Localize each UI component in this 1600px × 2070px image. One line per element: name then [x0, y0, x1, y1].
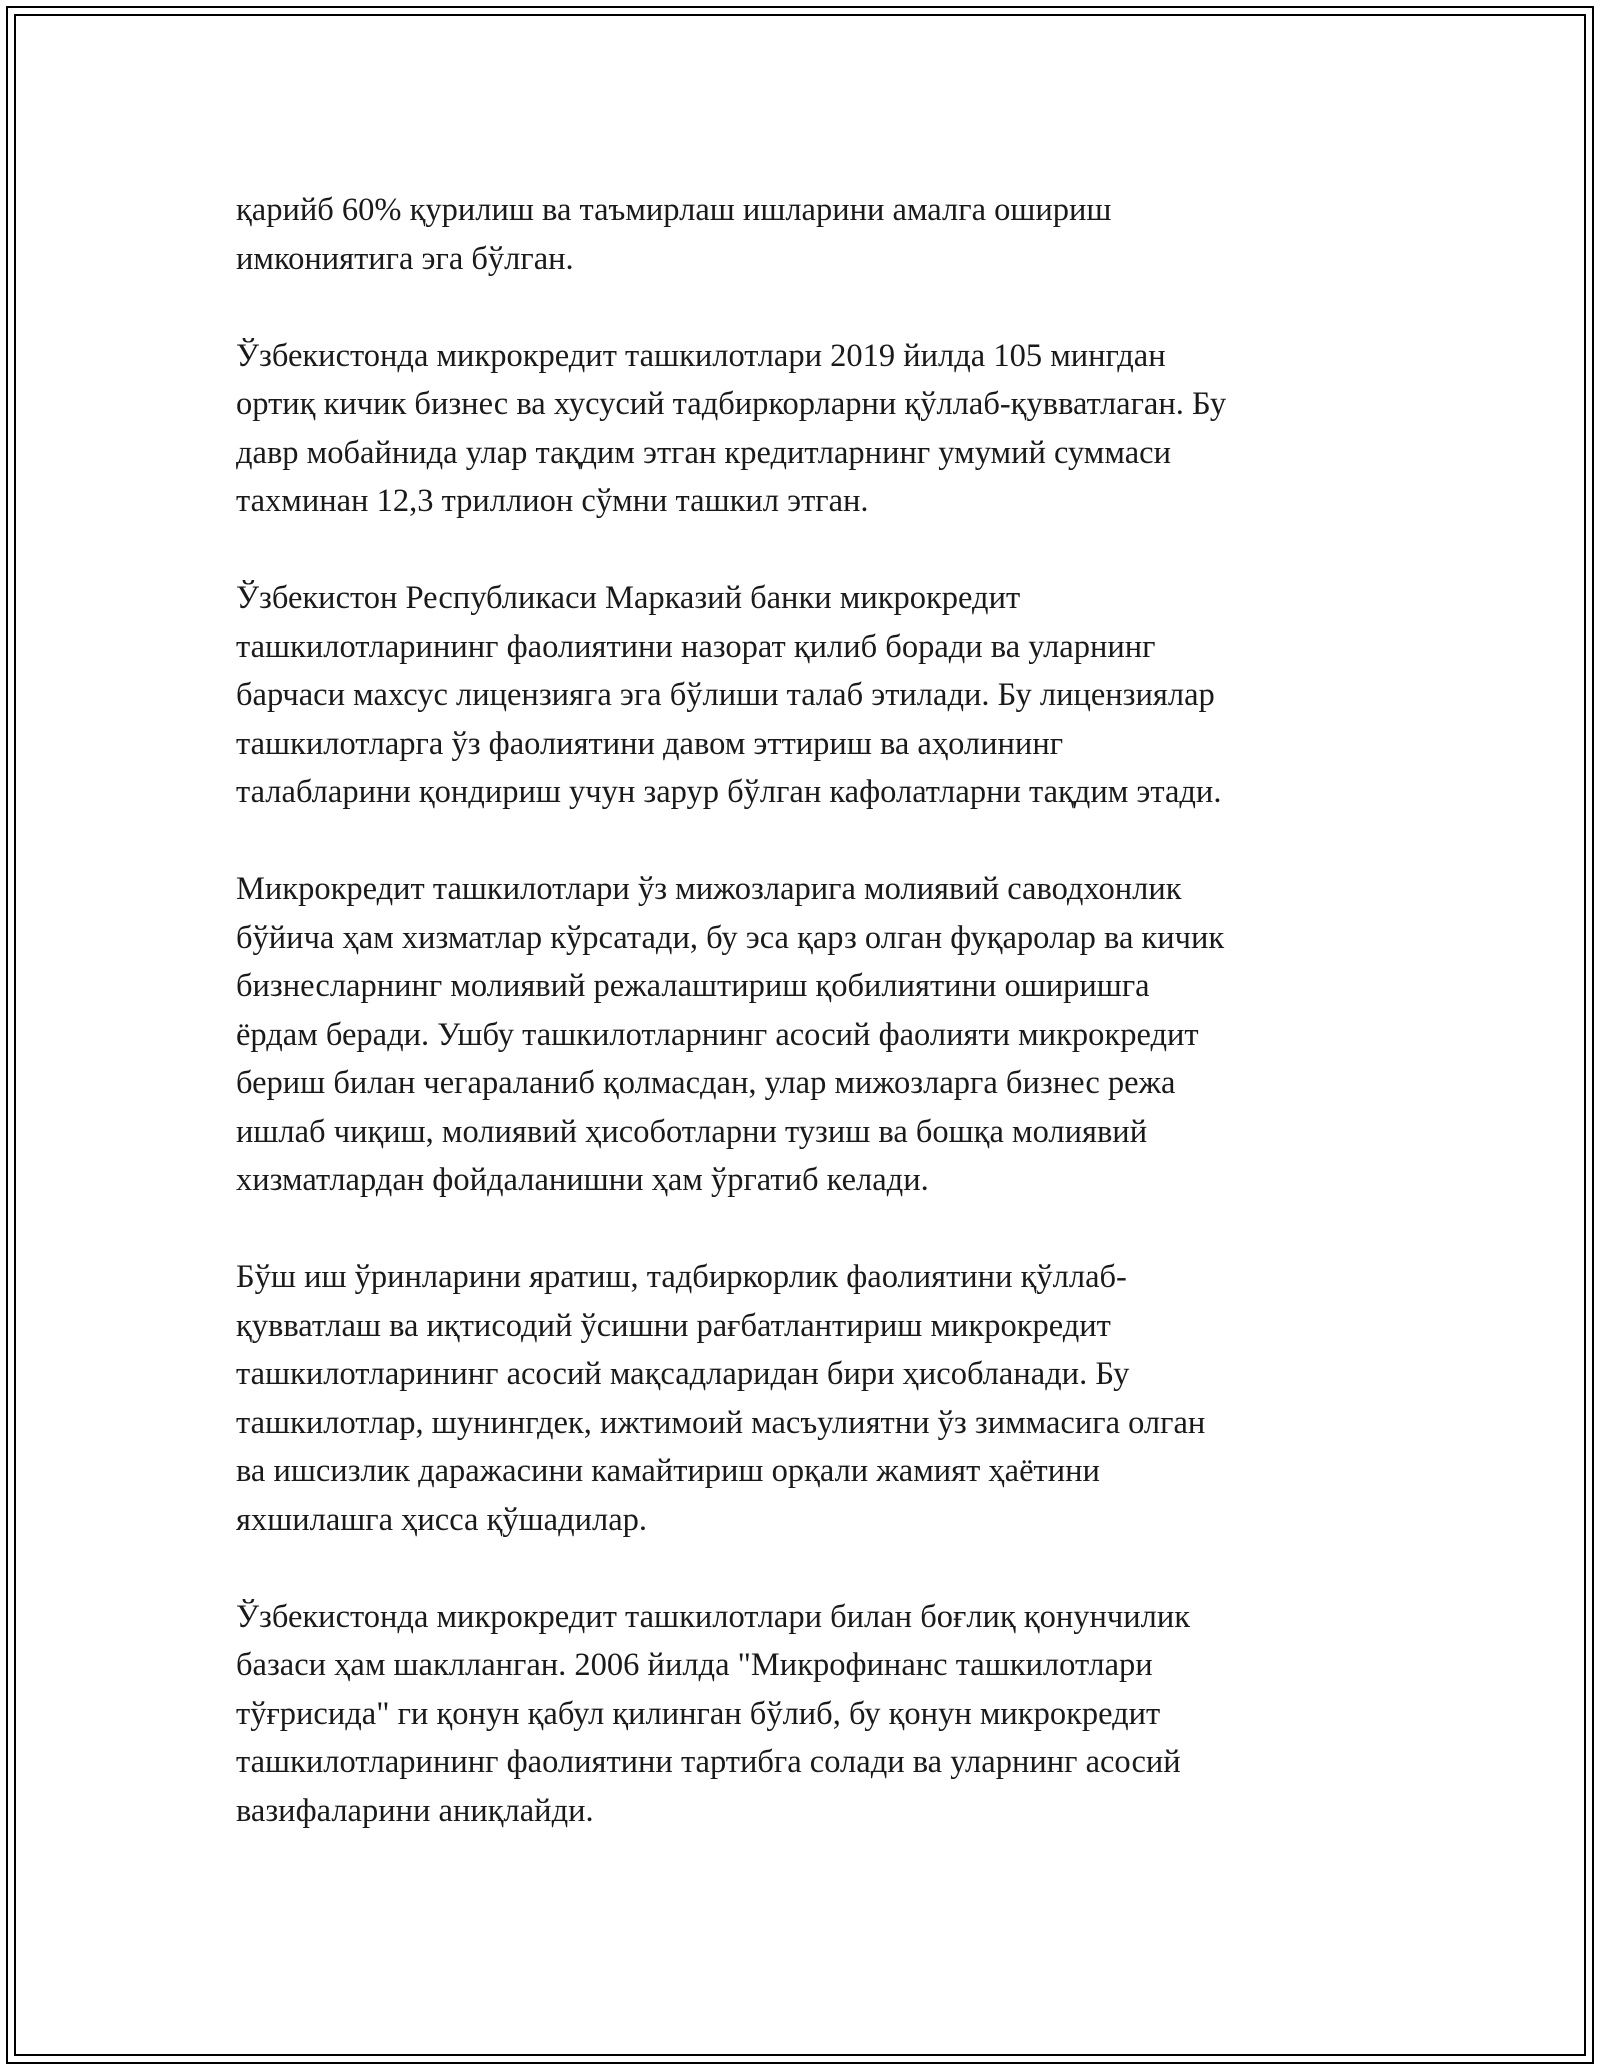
paragraph-5: Бўш иш ўринларини яратиш, тадбиркорлик фаолиятини қўллаб- қувватлаш ва иқтисодий ўсишни рағбатлантириш микрокредит ташкилотларининг асосий мақсадларидан бири ҳисобланади. Бу ташкилотлар, шунингдек, ижтимоий масъулиятни ўз зиммасига олган ва ишсизлик даражасини камайтириш орқали жамият ҳаётини яхшилашга ҳисса қўшадилар.	[236, 1259, 1206, 1538]
paragraph-2: Ўзбекистонда микрокредит ташкилотлари 2019 йилда 105 мингдан ортиқ кичик бизнес ва хусусий тадбиркорларни қўллаб-қувватлаган. Бу давр мобайнида улар тақдим этган кредитларнинг умумий суммаси тахминан 12,3 триллион сўмни ташкил этган.	[236, 337, 1227, 519]
paragraph-1: қарийб 60% қурилиш ва таъмирлаш ишларини амалга ошириш имкониятига эга бўлган.	[236, 192, 1112, 277]
document-body	[236, 186, 1386, 1835]
paragraph-6: Ўзбекистонда микрокредит ташкилотлари билан боғлиқ қонунчилик базаси ҳам шаклланган. 2006 йилда "Микрофинанс ташкилотлари тўғрисида" ги қонун қабул қилинган бўлиб, бу қонун микрокредит ташкилотларининг фаолиятини тартибга солади ва уларнинг асосий вазифаларини аниқлайди.	[236, 1598, 1191, 1829]
paragraph-4: Микрокредит ташкилотлари ўз мижозларига молиявий саводхонлик бўйича ҳам хизматлар кўрсатади, бу эса қарз олган фуқаролар ва кичик бизнесларнинг молиявий режалаштириш қобилиятини оширишга ёрдам беради. Ушбу ташкилотларнинг асосий фаолияти микрокредит бериш билан чегараланиб қолмасдан, улар мижозларга бизнес режа ишлаб чиқиш, молиявий ҳисоботларни тузиш ва бошқа молиявий хизматлардан фойдаланишни ҳам ўргатиб келади.	[236, 871, 1225, 1198]
paragraph-3: Ўзбекистон Республикаси Марказий банки микрокредит ташкилотларининг фаолиятини назорат қилиб боради ва уларнинг барчаси махсус лицензияга эга бўлиши талаб этилади. Бу лицензиялар ташкилотларга ўз фаолиятини давом эттириш ва аҳолининг талабларини қондириш учун зарур бўлган кафолатларни тақдим этади.	[236, 580, 1222, 810]
